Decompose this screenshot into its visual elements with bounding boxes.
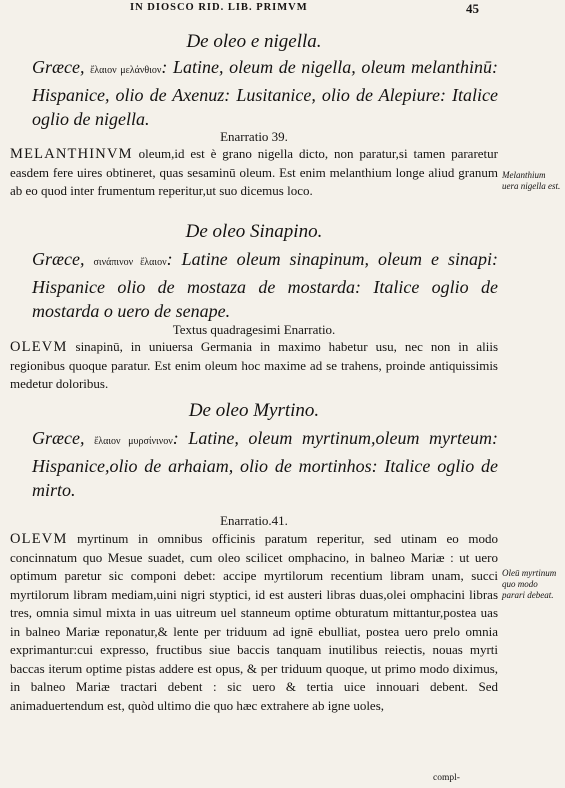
synonyms-lead: Græce, — [32, 249, 85, 269]
section-heading: De oleo Sinapino. — [185, 221, 323, 242]
synonyms-text: : Latine, oleum myrtinum,oleum myrteum: Hispanice,olio de arhaiam, olio de mortinhos: Italice oglio de mirto. — [32, 428, 499, 500]
greek-name: ἔλαιον μελάνθιον — [90, 65, 162, 76]
commentary-text: oleum,id est è grano nigella dicto, non paratur,si tamen pararetur easdem fere uires obtineret, quas sesaminū oleum. Est enim melanthium longe aliud granum ab eo quod inter frumentum reperitur,ut suo dicemus loco. — [10, 146, 498, 198]
catchword: compl- — [433, 773, 460, 783]
section-heading: De oleo e nigella. — [186, 31, 322, 52]
synonyms-paragraph — [10, 247, 498, 321]
margin-note: Oleū myrtinum quo modo parari debeat. — [502, 568, 557, 600]
synonyms-lead: Græce, — [32, 428, 85, 448]
enarratio-label: Textus quadragesimi Enarratio. — [172, 322, 336, 337]
synonyms-paragraph — [10, 55, 498, 127]
page-number: 45 — [466, 1, 479, 16]
greek-name: σινάπινον ἔλαιον — [93, 257, 167, 268]
enarratio-label: Enarratio.41. — [220, 513, 288, 528]
running-title: IN DIOSCO RID. LIB. PRIMVM — [130, 2, 308, 13]
commentary-paragraph — [10, 145, 498, 219]
paragraph-initial-word: OLEVM — [10, 339, 68, 355]
paragraph-initial-word: OLEVM — [10, 531, 68, 547]
greek-name: ἔλαιον μυρσίνινον — [94, 436, 173, 447]
synonyms-paragraph — [10, 426, 498, 502]
page-header — [0, 2, 565, 18]
synonyms-text: : Latine, oleum de nigella, oleum melanthinū: Hispanice, olio de Axenuz: Lusitanice, olio de Alepiure: Italice oglio de nigella. — [32, 57, 498, 129]
commentary-paragraph — [10, 530, 498, 715]
main-text-column — [10, 26, 498, 715]
enarratio-label: Enarratio 39. — [220, 129, 288, 144]
synonyms-lead: Græce, — [32, 57, 85, 77]
margin-note: Melanthium uera nigella est. — [502, 170, 561, 191]
commentary-text: myrtinum in omnibus officinis paratum reperitur, sed utinam eo modo concinnatum quo Mesue suadet, cum oleo scilicet omphacino, in balneo Mariæ : ut uero optimum paretur sic componi debet: accipe myrtilorum recentium libram unam, succi myrtilorum libram mediam,uini nigri styptici, id est austeri libras duas,olei omphacini libras tres, omnia simul mixta in uas uitreum uel stanneum optime obturatum mittantur,postea uas in balneo Mariæ reponatur,& lente per triduum ad ignē ebulliat, postea uero prelo omnia exprimantur:cui expresso, fructibus siue baccis tanquam inutilibus reiectis, nouas myrti baccas iterum optime pistas addere est opus, & per triduum quoque, ut primo modo diximus, in balneo Mariæ tractari debent : sic uero & tertia uice innouari debent. Sed animaduertendum est, quòd ultimo die quo hæc extrahere ab igne uoles, — [10, 531, 498, 713]
paragraph-initial-word: MELANTHINVM — [10, 146, 133, 162]
section-heading: De oleo Myrtino. — [188, 400, 320, 421]
synonyms-text: : Latine oleum sinapinum, oleum e sinapi: Hispanice olio de mostaza de mostarda: Italice oglio de mostarda o uero de senape. — [32, 249, 498, 321]
commentary-text: sinapinū, in uniuersa Germania in maximo habetur usu, nec non in aliis regionibus quoque paratur. Est enim oleum hoc maxime ad se trahens, proinde antiquissimis medetur doloribus. — [10, 339, 498, 391]
commentary-paragraph — [10, 338, 498, 394]
